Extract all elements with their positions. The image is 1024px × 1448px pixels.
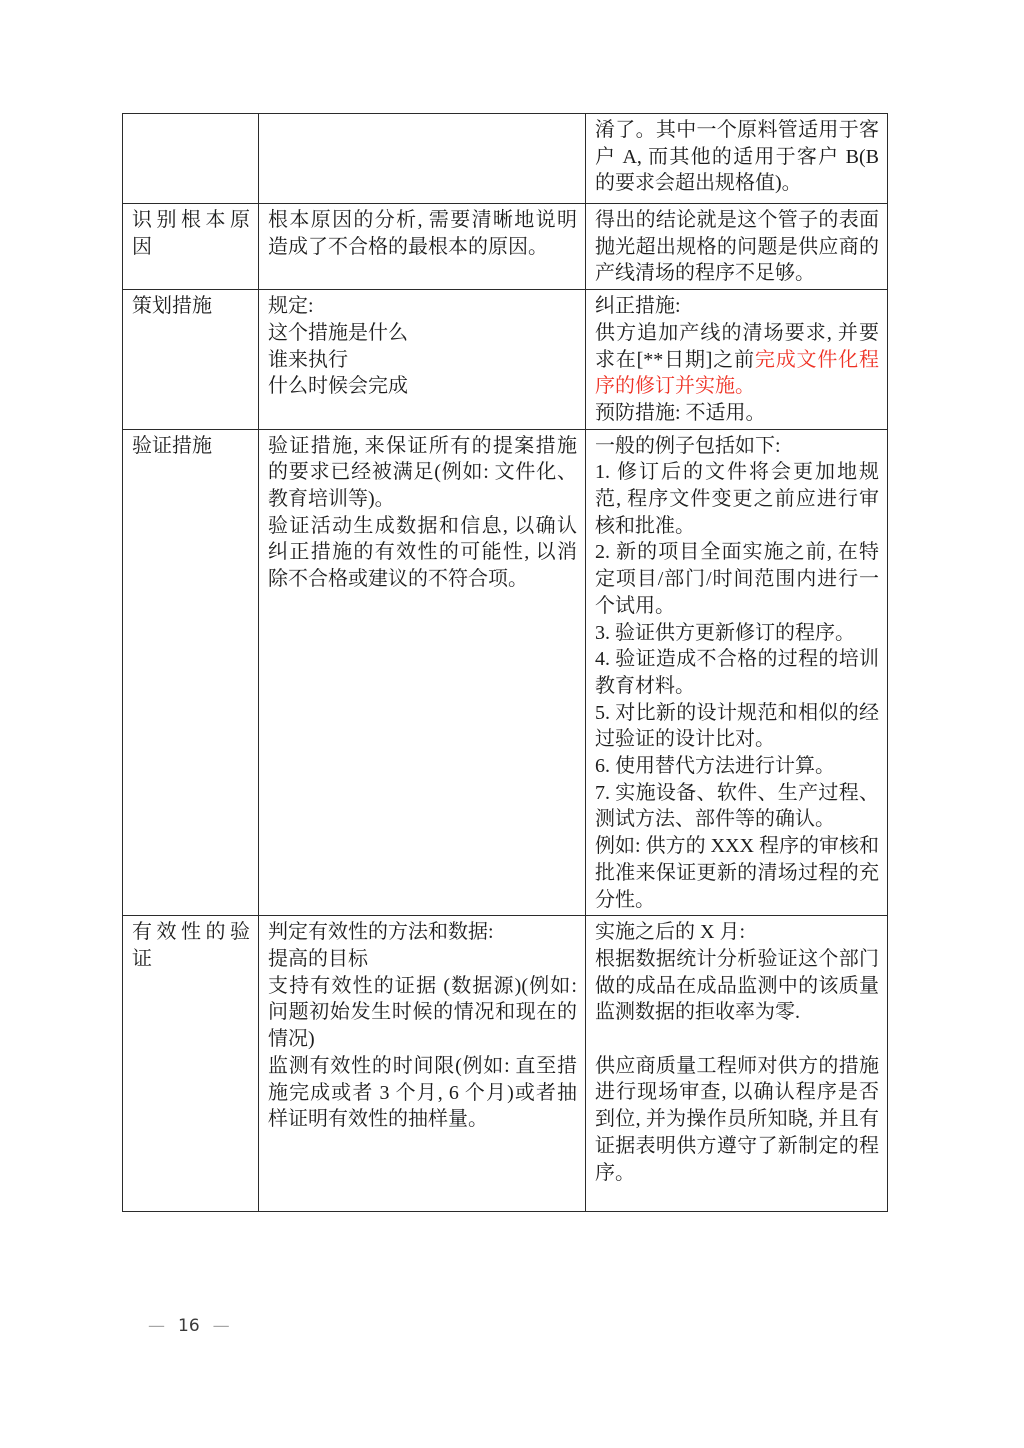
cell-definition xyxy=(259,114,586,204)
cell-example xyxy=(586,204,888,290)
table-row-effectiveness-verification xyxy=(123,916,888,1212)
example-item: 6. 使用替代方法进行计算。 xyxy=(595,755,835,778)
step-label: 识别根本原因 xyxy=(132,209,250,258)
example-item: 3. 验证供方更新修订的程序。 xyxy=(595,621,855,644)
page-number-dash-left: — xyxy=(148,1316,165,1336)
definition-item: 判定有效性的方法和数据: xyxy=(268,921,494,944)
example-item: 5. 对比新的设计规范和相似的经过验证的设计比对。 xyxy=(595,701,879,751)
example-paragraph-spacer xyxy=(595,1026,879,1053)
cell-example xyxy=(586,114,888,204)
example-paragraph: 供应商质量工程师对供方的措施进行现场审查, 以确认程序是否到位, 并为操作员所知晓, 并且有证据表明供方遵守了新制定的程序。 xyxy=(595,1054,879,1184)
definition-paragraph: 验证措施, 来保证所有的提案措施的要求已经被满足(例如: 文件化、教育培训等)。 xyxy=(268,434,577,511)
step-label: 有效性的验证 xyxy=(132,921,250,970)
example-heading: 纠正措施: xyxy=(595,295,681,318)
cell-definition xyxy=(259,916,586,1212)
example-item: 1. 修订后的文件将会更加地规范, 程序文件变更之前应进行审核和批准。 xyxy=(595,461,879,537)
example-footer-line: 预防措施: 不适用。 xyxy=(595,401,766,424)
cell-example xyxy=(586,916,888,1212)
cell-step-label xyxy=(123,916,259,1212)
cell-step-label xyxy=(123,204,259,290)
capa-table xyxy=(122,113,888,1212)
table-row-continuation xyxy=(123,114,888,204)
cell-definition xyxy=(259,204,586,290)
example-body xyxy=(595,320,879,400)
example-body-black: 供方追加产线的清场要求, 并要求在[**日期]之前 xyxy=(595,321,879,371)
definition-line: 谁来执行 xyxy=(268,348,348,371)
table-row-plan-actions xyxy=(123,290,888,430)
page-number xyxy=(148,1316,230,1336)
example-item: 7. 实施设备、软件、生产过程、测试方法、部件等的确认。 xyxy=(595,781,879,831)
cell-definition xyxy=(259,290,586,430)
example-item: 4. 验证造成不合格的过程的培训教育材料。 xyxy=(595,648,879,697)
cell-step-label xyxy=(123,429,259,916)
definition-item: 提高的目标 xyxy=(268,947,368,970)
example-paragraph: 根据数据统计分析验证这个部门做的成品在成品监测中的该质量监测数据的拒收率为零. xyxy=(595,947,879,1024)
definition-line: 规定: xyxy=(268,295,314,318)
example-item: 一般的例子包括如下: xyxy=(595,434,781,457)
definition-line: 这个措施是什么 xyxy=(268,321,408,344)
example-item: 例如: 供方的 XXX 程序的审核和批准来保证更新的清场过程的充分性。 xyxy=(595,835,879,911)
cell-example xyxy=(586,290,888,430)
definition-line: 什么时候会完成 xyxy=(268,375,408,398)
example-paragraph: 实施之后的 X 月: xyxy=(595,921,745,944)
cell-definition xyxy=(259,429,586,916)
definition-paragraph: 验证活动生成数据和信息, 以确认纠正措施的有效性的可能性, 以消除不合格或建议的不符合项。 xyxy=(268,514,577,591)
cell-example xyxy=(586,429,888,916)
definition-paragraph: 根本原因的分析, 需要清晰地说明造成了不合格的最根本的原因。 xyxy=(268,209,577,258)
definition-item: 监测有效性的时间限(例如: 直至措施完成或者 3 个月, 6 个月)或者抽样证明有效性的抽样量。 xyxy=(268,1054,577,1131)
step-label: 验证措施 xyxy=(132,434,212,457)
table-row-verify-actions xyxy=(123,429,888,916)
step-label: 策划措施 xyxy=(132,295,212,318)
page-number-dash-right: — xyxy=(212,1316,230,1336)
definition-item: 支持有效性的证据 (数据源)(例如: 问题初始发生时候的情况和现在的情况) xyxy=(268,974,577,1051)
example-paragraph: 淆了。其中一个原料管适用于客户 A, 而其他的适用于客户 B(B 的要求会超出规格值)。 xyxy=(595,119,879,195)
example-paragraph: 得出的结论就是这个管子的表面抛光超出规格的问题是供应商的产线清场的程序不足够。 xyxy=(595,209,879,285)
table-row-root-cause xyxy=(123,204,888,290)
cell-step-label xyxy=(123,114,259,204)
cell-step-label xyxy=(123,290,259,430)
page-number-value: 16 xyxy=(178,1316,200,1336)
example-body-red-highlight: 完成文件化程序的修订并实施。 xyxy=(595,348,879,398)
example-item: 2. 新的项目全面实施之前, 在特定项目/部门/时间范围内进行一个试用。 xyxy=(595,541,879,617)
